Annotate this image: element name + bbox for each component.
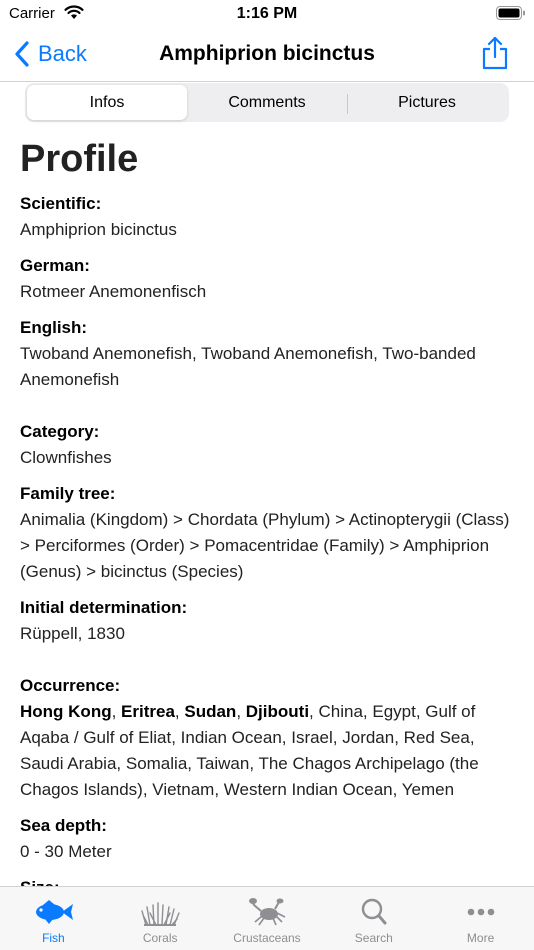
tab-label: Search xyxy=(354,931,393,945)
field-occurrence xyxy=(20,673,514,803)
tab-infos[interactable] xyxy=(27,85,187,120)
field-family-tree xyxy=(20,481,514,585)
segment-label: Pictures xyxy=(398,93,456,111)
field-english xyxy=(20,315,514,393)
field-label: Initial determination: xyxy=(20,598,188,617)
field-label: Occurrence: xyxy=(20,676,121,695)
tab-fish[interactable] xyxy=(0,887,107,950)
tab-search[interactable] xyxy=(320,887,427,950)
occurrence-highlight: Hong Kong xyxy=(20,702,112,721)
occurrence-value: Hong Kong, Eritrea, Sudan, Djibouti, China, Egypt, Gulf of Aqaba / Gulf of Eliat, Indian Ocean, Israel, Jordan, Red Sea, Saudi Arabia, Somalia, Taiwan, The Chagos Archipelago (the Chagos Islands), Vietnam, Western Indian Ocean, Yemen xyxy=(20,702,479,799)
occurrence-highlight: Sudan xyxy=(184,702,237,721)
field-category xyxy=(20,419,514,471)
spacer xyxy=(20,657,514,673)
tab-label: Corals xyxy=(142,931,178,945)
segmented-control xyxy=(25,83,509,122)
tab-label: Crustaceans xyxy=(233,931,301,945)
tab-more[interactable] xyxy=(427,887,534,950)
segment-label: Infos xyxy=(89,93,125,111)
tab-comments[interactable] xyxy=(187,85,347,120)
field-label: Family tree: xyxy=(20,484,116,503)
tab-crustaceans[interactable] xyxy=(214,887,321,950)
coral-icon xyxy=(138,897,182,927)
field-sea-depth xyxy=(20,813,514,865)
field-label: German: xyxy=(20,256,90,275)
field-value: Amphiprion bicinctus xyxy=(20,220,177,239)
carrier-label: Carrier xyxy=(9,5,55,22)
spacer xyxy=(20,403,514,419)
field-value: 0 - 30 Meter xyxy=(20,842,112,861)
share-icon[interactable] xyxy=(481,36,509,70)
field-value: Rotmeer Anemonenfisch xyxy=(20,282,207,301)
field-scientific xyxy=(20,191,514,243)
battery-icon xyxy=(496,6,526,20)
occurrence-rest: China, Egypt, Gulf of Aqaba / Gulf of Eliat, Indian Ocean, Israel, Jordan, Red Sea, Saudi Arabia, Somalia, Taiwan, The Chagos Archipelago (the Chagos Islands), Vietnam, Western Indian Ocean, Yemen xyxy=(20,702,479,799)
navigation-bar xyxy=(0,28,534,82)
more-icon xyxy=(459,897,503,927)
field-label: Sea depth: xyxy=(20,816,107,835)
back-button[interactable] xyxy=(14,38,87,70)
field-label: Category: xyxy=(20,422,100,441)
occurrence-highlight: Djibouti xyxy=(245,702,310,721)
field-label: English: xyxy=(20,318,88,337)
status-bar xyxy=(0,0,534,28)
profile-content[interactable] xyxy=(0,122,534,886)
field-label: Scientific: xyxy=(20,194,102,213)
segment-label: Comments xyxy=(228,93,306,111)
tab-pictures[interactable] xyxy=(347,85,507,120)
tab-corals[interactable] xyxy=(107,887,214,950)
crab-icon xyxy=(245,897,289,927)
field-value: Animalia (Kingdom) > Chordata (Phylum) > Actinopterygii (Class) > Perciformes (Order) > Pomacentridae (Family) > Amphiprion (Genus) > bicinctus (Species) xyxy=(20,510,510,581)
back-label: Back xyxy=(38,41,87,66)
field-german xyxy=(20,253,514,305)
field-initial-determination xyxy=(20,595,514,647)
field-value: Twoband Anemonefish, Twoband Anemonefish, Two-banded Anemonefish xyxy=(20,344,476,389)
fish-icon xyxy=(31,897,75,927)
clock: 1:16 PM xyxy=(236,5,298,22)
page-title: Amphiprion bicinctus xyxy=(159,42,375,65)
search-icon xyxy=(352,897,396,927)
tab-label: Fish xyxy=(42,931,65,945)
profile-heading: Profile xyxy=(20,138,139,180)
chevron-left-icon xyxy=(14,41,30,67)
tab-bar xyxy=(0,886,534,950)
occurrence-highlight: Eritrea xyxy=(121,702,175,721)
tab-label: More xyxy=(466,931,495,945)
field-value: Rüppell, 1830 xyxy=(20,624,125,643)
field-value: Clownfishes xyxy=(20,448,112,467)
